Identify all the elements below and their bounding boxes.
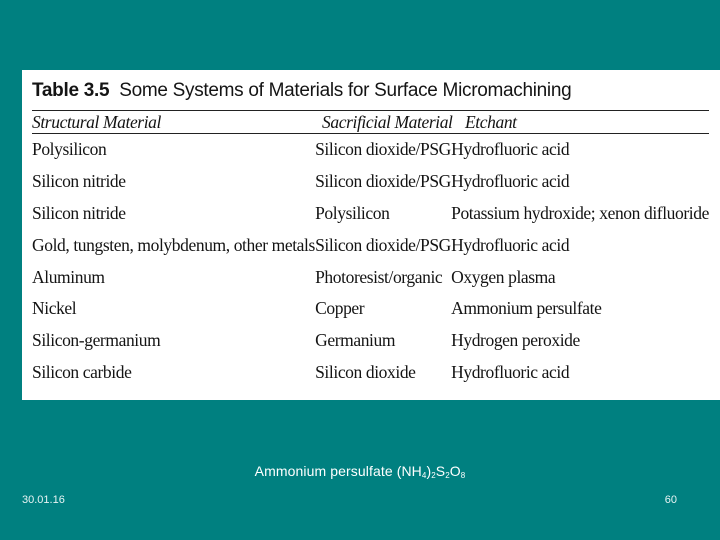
cell-structural: Silicon nitride — [32, 202, 126, 223]
cell-etchant: Oxygen plasma — [451, 266, 556, 287]
cell-sacrificial: Polysilicon — [315, 202, 390, 223]
cell-sacrificial: Silicon dioxide/PSG — [315, 234, 451, 255]
header-structural-material: Structural Material — [32, 111, 161, 132]
cell-structural: Nickel — [32, 298, 77, 319]
table-row — [32, 293, 709, 325]
table-row — [32, 325, 709, 357]
table-row — [32, 166, 709, 198]
caption-sub-8: 8 — [460, 471, 466, 480]
cell-etchant: Hydrofluoric acid — [451, 171, 570, 192]
cell-etchant: Hydrogen peroxide — [451, 330, 580, 351]
cell-etchant: Hydrofluoric acid — [451, 361, 570, 382]
page-number: 60 — [664, 494, 677, 506]
cell-structural: Polysilicon — [32, 139, 107, 160]
footer-date: 30.01.16 — [22, 494, 65, 506]
cell-structural: Aluminum — [32, 266, 105, 287]
table-row — [32, 357, 709, 389]
cell-sacrificial: Copper — [315, 298, 365, 319]
materials-table-image — [22, 70, 720, 400]
table-row — [32, 198, 709, 230]
cell-structural: Silicon nitride — [32, 171, 126, 192]
table-row — [32, 134, 709, 166]
cell-sacrificial: Silicon dioxide/PSG — [315, 139, 451, 160]
caption-sub-4: 4 — [421, 471, 427, 480]
table-title-text: Some Systems of Materials for Surface Micromachining — [119, 80, 572, 101]
table-row — [32, 261, 709, 293]
cell-structural: Silicon-germanium — [32, 330, 161, 351]
table-header-row — [32, 111, 709, 133]
cell-sacrificial: Germanium — [315, 330, 396, 351]
cell-etchant: Hydrofluoric acid — [451, 139, 570, 160]
caption-sub-2a: 2 — [431, 471, 436, 480]
cell-etchant: Hydrofluoric acid — [451, 234, 570, 255]
cell-sacrificial: Silicon dioxide/PSG — [315, 171, 451, 192]
caption-sub-2b: 2 — [445, 471, 450, 480]
caption-text: Ammonium persulfate (NH — [254, 463, 422, 479]
header-sacrificial-material: Sacrificial Material — [322, 111, 453, 132]
table-row — [32, 229, 709, 261]
caption-oxygen: O — [449, 463, 461, 479]
cell-sacrificial: Photoresist/organic — [315, 266, 443, 287]
caption-paren: ) — [426, 463, 432, 479]
cell-structural: Silicon carbide — [32, 361, 132, 382]
caption-sulfur: S — [435, 463, 446, 479]
cell-etchant: Potassium hydroxide; xenon difluoride — [451, 202, 709, 223]
cell-sacrificial: Silicon dioxide — [315, 361, 416, 382]
materials-table-body — [32, 134, 709, 388]
table-title — [32, 78, 709, 104]
cell-etchant: Ammonium persulfate — [451, 298, 602, 319]
table-number: Table 3.5 — [32, 80, 110, 101]
formula-caption — [0, 463, 720, 480]
header-etchant: Etchant — [465, 111, 517, 132]
cell-structural: Gold, tungsten, molybdenum, other metals — [32, 234, 315, 255]
materials-table — [32, 111, 709, 133]
